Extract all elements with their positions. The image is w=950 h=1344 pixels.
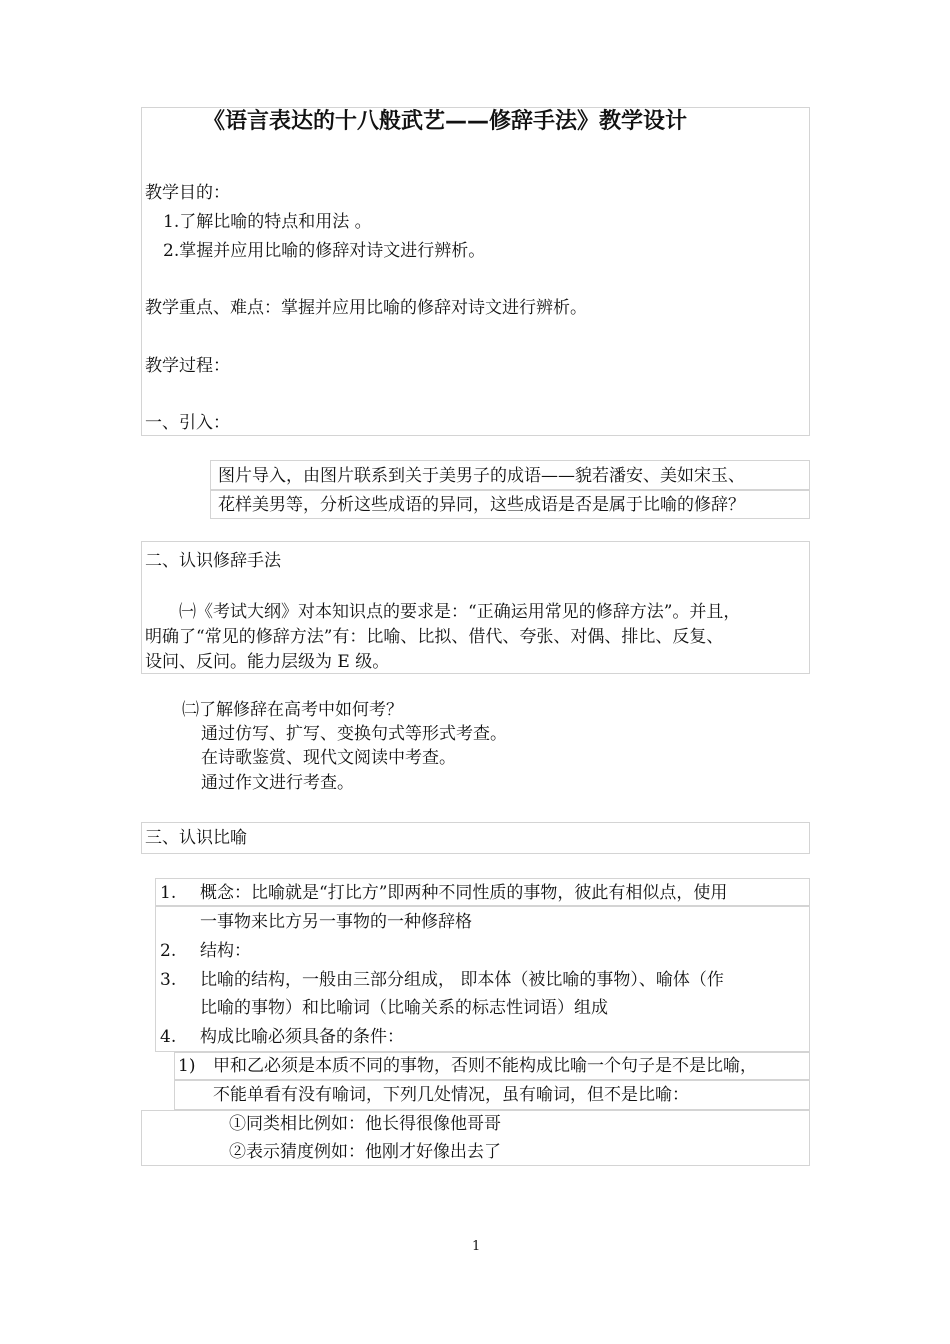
section3-heading: 三、认识比喻 <box>145 828 247 848</box>
list-item <box>160 940 251 962</box>
list-item-continuation: 一事物来比方另一事物的一种修辞格 <box>200 912 472 932</box>
sub-item-number: 1) <box>178 1056 196 1076</box>
sub-item-text: 甲和乙必须是本质不同的事物，否则不能构成比喻一个句子是不是比喻， <box>213 1056 757 1076</box>
section2-para-line: 明确了“常见的修辞方法”有：比喻、比拟、借代、夸张、对偶、排比、反复、 <box>145 627 724 647</box>
process-heading: 教学过程： <box>145 356 230 376</box>
list-item-number: 3. <box>160 970 177 990</box>
page-number: 1 <box>472 1239 481 1254</box>
list-item-continuation: 比喻的事物）和比喻词（比喻关系的标志性词语）组成 <box>200 998 608 1018</box>
section2-heading: 二、认识修辞手法 <box>145 551 281 571</box>
header-table <box>141 107 810 436</box>
list-item-number: 1. <box>160 883 177 903</box>
intro-line: 图片导入，由图片联系到关于美男子的成语——貌若潘安、美如宋玉、 <box>218 466 745 486</box>
intro-line: 花样美男等，分析这些成语的异同，这些成语是否是属于比喻的修辞？ <box>218 495 745 515</box>
list-item-text: 比喻的结构，一般由三部分组成， 即本体（被比喻的事物）、喻体（作 <box>200 970 724 990</box>
key-points: 教学重点、难点：掌握并应用比喻的修辞对诗文进行辨析。 <box>145 298 587 318</box>
list-item-text: 结构： <box>200 941 251 961</box>
section2-sub-item: 通过作文进行考查。 <box>201 773 354 793</box>
sub-item-continuation: 不能单看有没有喻词，下列几处情况，虽有喻词，但不是比喻： <box>213 1085 689 1105</box>
sub-item <box>178 1055 757 1077</box>
example-line: ①同类相比例如：他长得很像他哥哥 <box>229 1114 501 1134</box>
list-item-number: 4. <box>160 1027 177 1047</box>
list-item-text: 概念：比喻就是“打比方”即两种不同性质的事物，彼此有相似点，使用 <box>200 883 728 903</box>
list-item <box>160 1026 404 1048</box>
section2-para-line: 设问、反问。能力层级为 E 级。 <box>145 652 390 672</box>
example-line: ②表示猜度例如：他刚才好像出去了 <box>229 1142 501 1162</box>
list-item <box>160 969 724 991</box>
list-item-number: 2. <box>160 941 177 961</box>
list-item-text: 构成比喻必须具备的条件： <box>200 1027 404 1047</box>
section2-para-line: ㈠《考试大纲》对本知识点的要求是：“正确运用常见的修辞方法”。并且， <box>179 602 741 622</box>
list-item <box>160 882 727 904</box>
section2-sub-item: 在诗歌鉴赏、现代文阅读中考查。 <box>201 748 456 768</box>
page-title: 《语言表达的十八般武艺——修辞手法》教学设计 <box>203 109 688 134</box>
objective-item: 2.掌握并应用比喻的修辞对诗文进行辨析。 <box>163 241 486 261</box>
section2-sub-heading: ㈡了解修辞在高考中如何考？ <box>182 700 403 720</box>
section2-sub-item: 通过仿写、扩写、变换句式等形式考查。 <box>201 724 507 744</box>
objective-item: 1.了解比喻的特点和用法 。 <box>163 212 372 232</box>
intro-heading: 一、引入： <box>145 413 230 433</box>
objectives-heading: 教学目的： <box>145 183 230 203</box>
